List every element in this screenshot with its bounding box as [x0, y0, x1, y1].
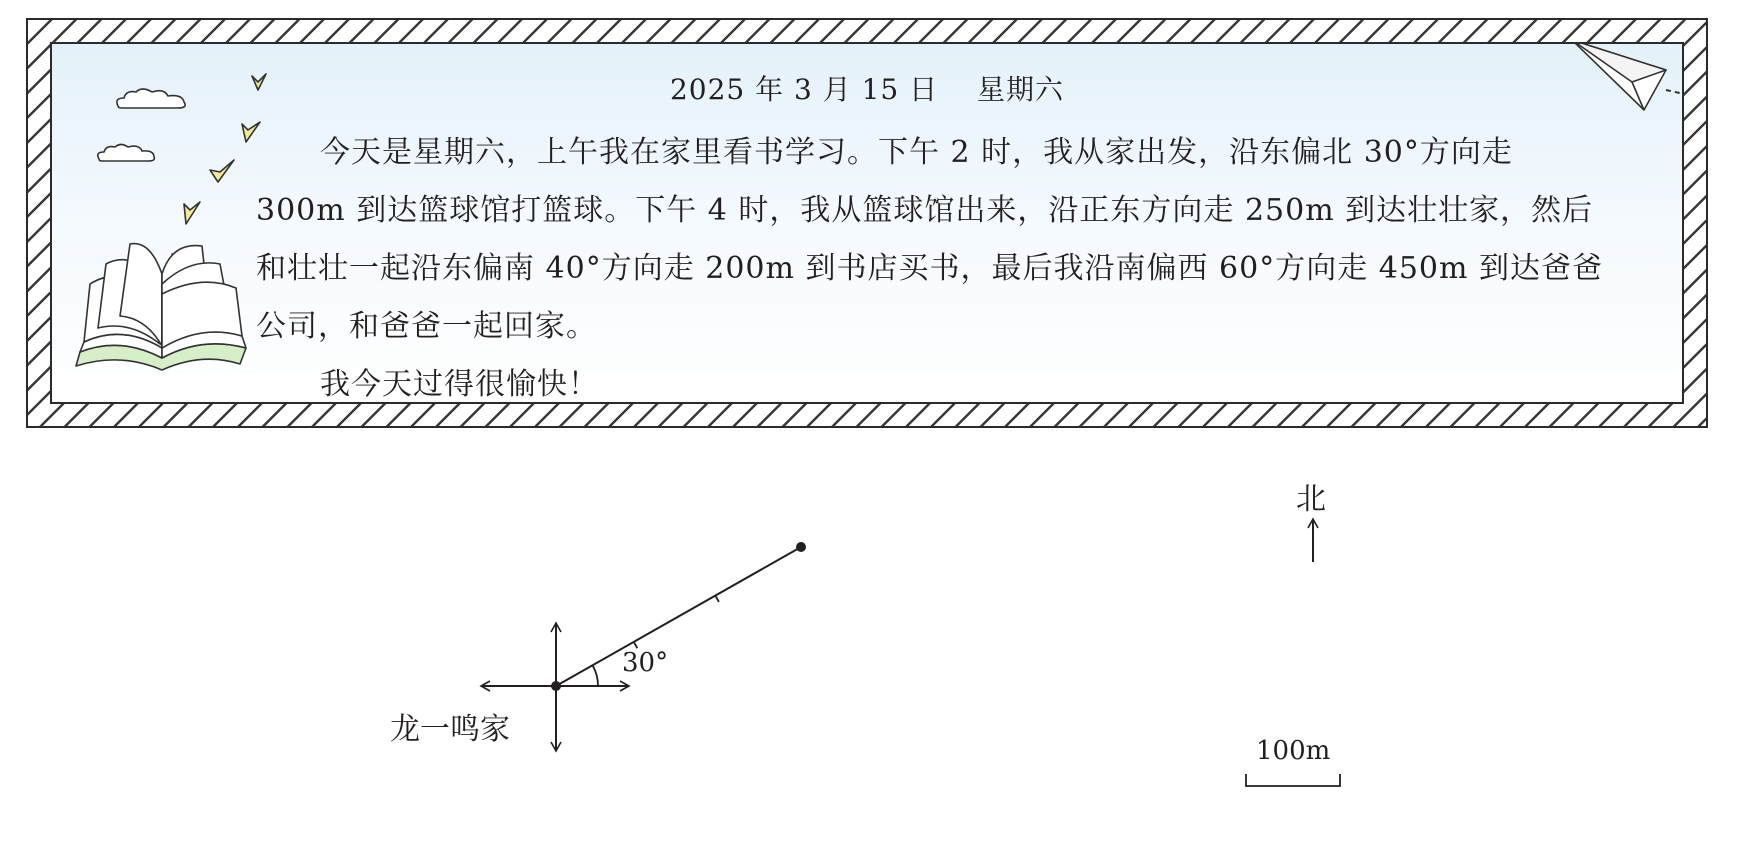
angle-arc — [592, 665, 598, 686]
diary-line: 公司，和爸爸一起回家。 — [256, 309, 597, 344]
north-label: 北 — [1296, 482, 1326, 517]
diary-line: 今天是星期六，上午我在家里看书学习。下午 2 时，我从家出发，沿东偏北 30°方向走 — [320, 135, 1513, 170]
origin-label: 龙一鸣家 — [390, 712, 510, 747]
route-segment — [556, 547, 801, 686]
diary-line: 300m 到达篮球馆打篮球。下午 4 时，我从篮球馆出来，沿正东方向走 250m 到达壮壮家，然后 — [256, 193, 1594, 228]
route-endpoint — [796, 542, 806, 552]
angle-label: 30° — [622, 648, 669, 678]
diary-line: 和壮壮一起沿东偏南 40°方向走 200m 到书店买书，最后我沿南偏西 60°方向走 450m 到达爸爸 — [256, 251, 1603, 286]
scale-bar — [1246, 774, 1340, 786]
diary-closing: 我今天过得很愉快！ — [320, 367, 599, 402]
scale-label: 100m — [1256, 736, 1331, 766]
route-tick — [715, 596, 719, 602]
diary-date: 2025 年 3 月 15 日 星期六 — [669, 73, 1065, 106]
origin-point — [551, 681, 561, 691]
